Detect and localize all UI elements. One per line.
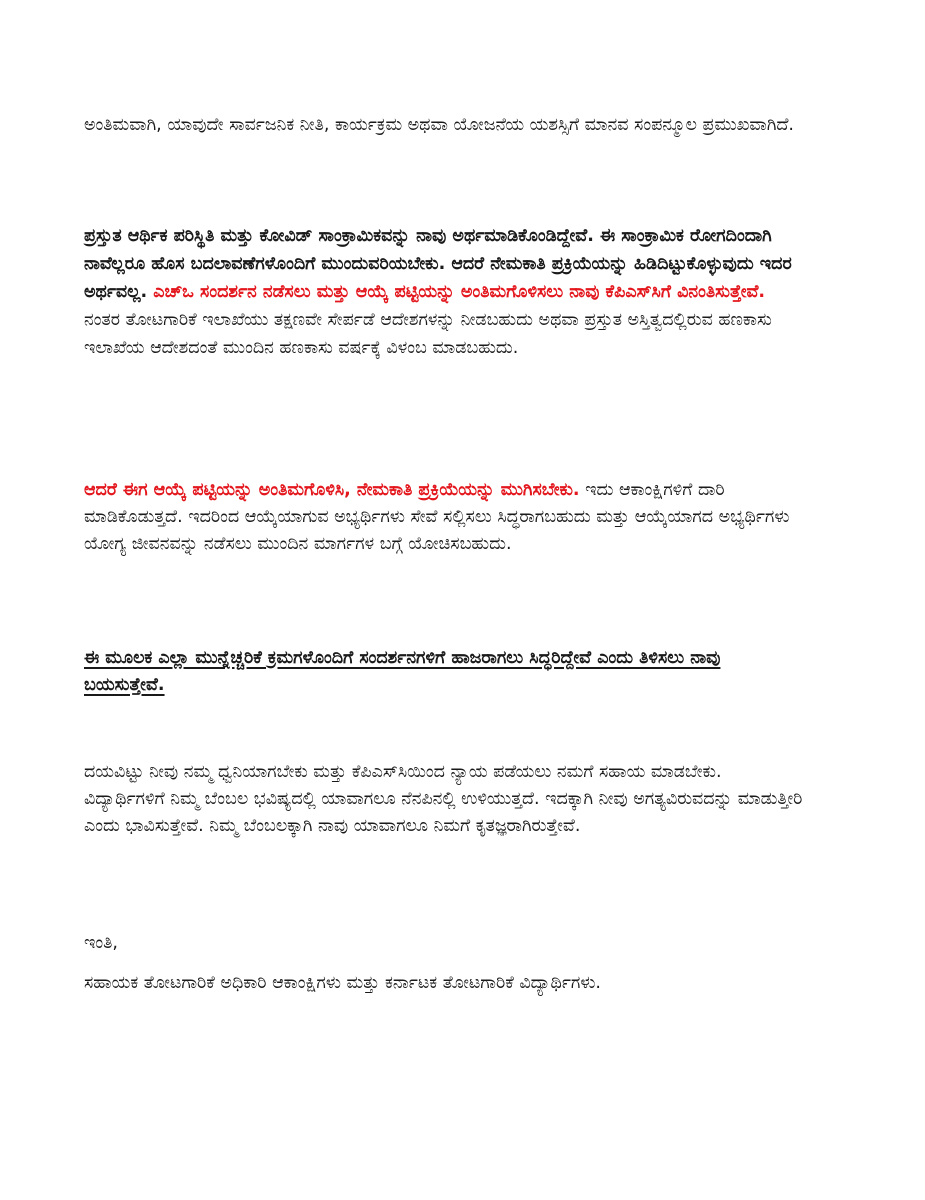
paragraph-finalize-normal-text: ಇದು ಆಕಾಂಕ್ಷಿಗಳಿಗೆ ದಾರಿ ಮಾಡಿಕೊಡುತ್ತದೆ. ಇದರಿಂದ ಆಯ್ಕೆಯಾಗುವ ಅಭ್ಯರ್ಥಿಗಳು ಸೇವೆ ಸಲ್ಲಿಸಲು ಸಿದ್ಧರಾಗಬಹುದು ಮತ್ತು ಆಯ್ಕೆಯಾಗದ ಅಭ್ಯರ್ಥಿಗಳು ಯೋಗ್ಯ ಜೀವನವನ್ನು ನಡೆಸಲು ಮುಂದಿನ ಮಾರ್ಗಗಳ ಬಗ್ಗೆ ಯೋಚಿಸಬಹುದು. bbox=[84, 480, 790, 554]
closing-salutation-text: ಇಂತಿ, bbox=[84, 933, 118, 953]
paragraph-economic-bold-text: ಪ್ರಸ್ತುತ ಆರ್ಥಿಕ ಪರಿಸ್ಥಿತಿ ಮತ್ತು ಕೋವಿಡ್ ಸಾಂಕ್ರಾಮಿಕವನ್ನು ನಾವು ಅರ್ಥಮಾಡಿಕೊಂಡಿದ್ದೇವೆ. ಈ ಸಾಂಕ್ರಾಮಿಕ ರೋಗದಿಂದಾಗಿ ನಾವೆಲ್ಲರೂ ಹೊಸ ಬದಲಾವಣೆಗಳೊಂದಿಗೆ ಮುಂದುವರಿಯಬೇಕು. ಆದರೆ ನೇಮಕಾತಿ ಪ್ರಕ್ರಿಯೆಯನ್ನು ಹಿಡಿದಿಟ್ಟುಕೊಳ್ಳುವುದು ಇದರ ಅರ್ಥವಲ್ಲ. bbox=[84, 226, 792, 302]
paragraph-appeal-text: ದಯವಿಟ್ಟು ನೀವು ನಮ್ಮ ಧ್ವನಿಯಾಗಬೇಕು ಮತ್ತು ಕೆಪಿಎಸ್‌ಸಿಯಿಂದ ನ್ಯಾಯ ಪಡೆಯಲು ನಮಗೆ ಸಹಾಯ ಮಾಡಬೇಕು. ವಿದ್ಯಾರ್ಥಿಗಳಿಗೆ ನಿಮ್ಮ ಬೆಂಬಲ ಭವಿಷ್ಯದಲ್ಲಿ ಯಾವಾಗಲೂ ನೆನಪಿನಲ್ಲಿ ಉಳಿಯುತ್ತದೆ. ಇದಕ್ಕಾಗಿ ನೀವು ಅಗತ್ಯವಿರುವದನ್ನು ಮಾಡುತ್ತೀರಿ ಎಂದು ಭಾವಿಸುತ್ತೇವೆ. ನಿಮ್ಮ ಬೆಂಬಲಕ್ಕಾಗಿ ನಾವು ಯಾವಾಗಲೂ ನಿಮಗೆ ಕೃತಜ್ಞರಾಗಿರುತ್ತೇವೆ. bbox=[84, 762, 803, 836]
signature-line bbox=[84, 970, 804, 997]
paragraph-economic-situation bbox=[84, 222, 804, 362]
paragraph-finalize-red-text: ಆದರೆ ಈಗ ಆಯ್ಕೆ ಪಟ್ಟಿಯನ್ನು ಅಂತಿಮಗೊಳಿಸಿ, ನೇಮಕಾತಿ ಪ್ರಕ್ರಿಯೆಯನ್ನು ಮುಗಿಸಬೇಕು. bbox=[84, 480, 580, 500]
paragraph-ready-for-interviews bbox=[84, 645, 804, 699]
paragraph-finalize-list bbox=[84, 477, 804, 558]
paragraph-appeal bbox=[84, 759, 804, 840]
paragraph-economic-red-request: ಎಚ್‌ಒ ಸಂದರ್ಶನ ನಡೆಸಲು ಮತ್ತು ಆಯ್ಕೆ ಪಟ್ಟಿಯನ್ನು ಅಂತಿಮಗೊಳಿಸಲು ನಾವು ಕೆಪಿಎಸ್‌ಸಿಗೆ ವಿನಂತಿಸುತ್ತೇವೆ. bbox=[147, 282, 766, 302]
paragraph-conclusion-text: ಅಂತಿಮವಾಗಿ, ಯಾವುದೇ ಸಾರ್ವಜನಿಕ ನೀತಿ, ಕಾರ್ಯಕ್ರಮ ಅಥವಾ ಯೋಜನೆಯ ಯಶಸ್ಸಿಗೆ ಮಾನವ ಸಂಪನ್ಮೂಲ ಪ್ರಮುಖವಾಗಿದೆ. bbox=[84, 115, 794, 135]
paragraph-ready-underlined-text: ಈ ಮೂಲಕ ಎಲ್ಲಾ ಮುನ್ನೆಚ್ಚರಿಕೆ ಕ್ರಮಗಳೊಂದಿಗೆ ಸಂದರ್ಶನಗಳಿಗೆ ಹಾಜರಾಗಲು ಸಿದ್ಧರಿದ್ದೇವೆ ಎಂದು ತಿಳಿಸಲು ನಾವು ಬಯಸುತ್ತೇವೆ. bbox=[84, 648, 721, 695]
signature-line-text: ಸಹಾಯಕ ತೋಟಗಾರಿಕೆ ಅಧಿಕಾರಿ ಆಕಾಂಕ್ಷಿಗಳು ಮತ್ತು ಕರ್ನಾಟಕ ತೋಟಗಾರಿಕೆ ವಿದ್ಯಾರ್ಥಿಗಳು. bbox=[84, 973, 601, 993]
paragraph-conclusion bbox=[84, 112, 804, 139]
paragraph-economic-normal-text: ನಂತರ ತೋಟಗಾರಿಕೆ ಇಲಾಖೆಯು ತಕ್ಷಣವೇ ಸೇರ್ಪಡೆ ಆದೇಶಗಳನ್ನು ನೀಡಬಹುದು ಅಥವಾ ಪ್ರಸ್ತುತ ಅಸ್ತಿತ್ವದಲ್ಲಿರುವ ಹಣಕಾಸು ಇಲಾಖೆಯ ಆದೇಶದಂತೆ ಮುಂದಿನ ಹಣಕಾಸು ವರ್ಷಕ್ಕೆ ವಿಳಂಬ ಮಾಡಬಹುದು. bbox=[84, 310, 772, 358]
closing-salutation bbox=[84, 930, 804, 957]
